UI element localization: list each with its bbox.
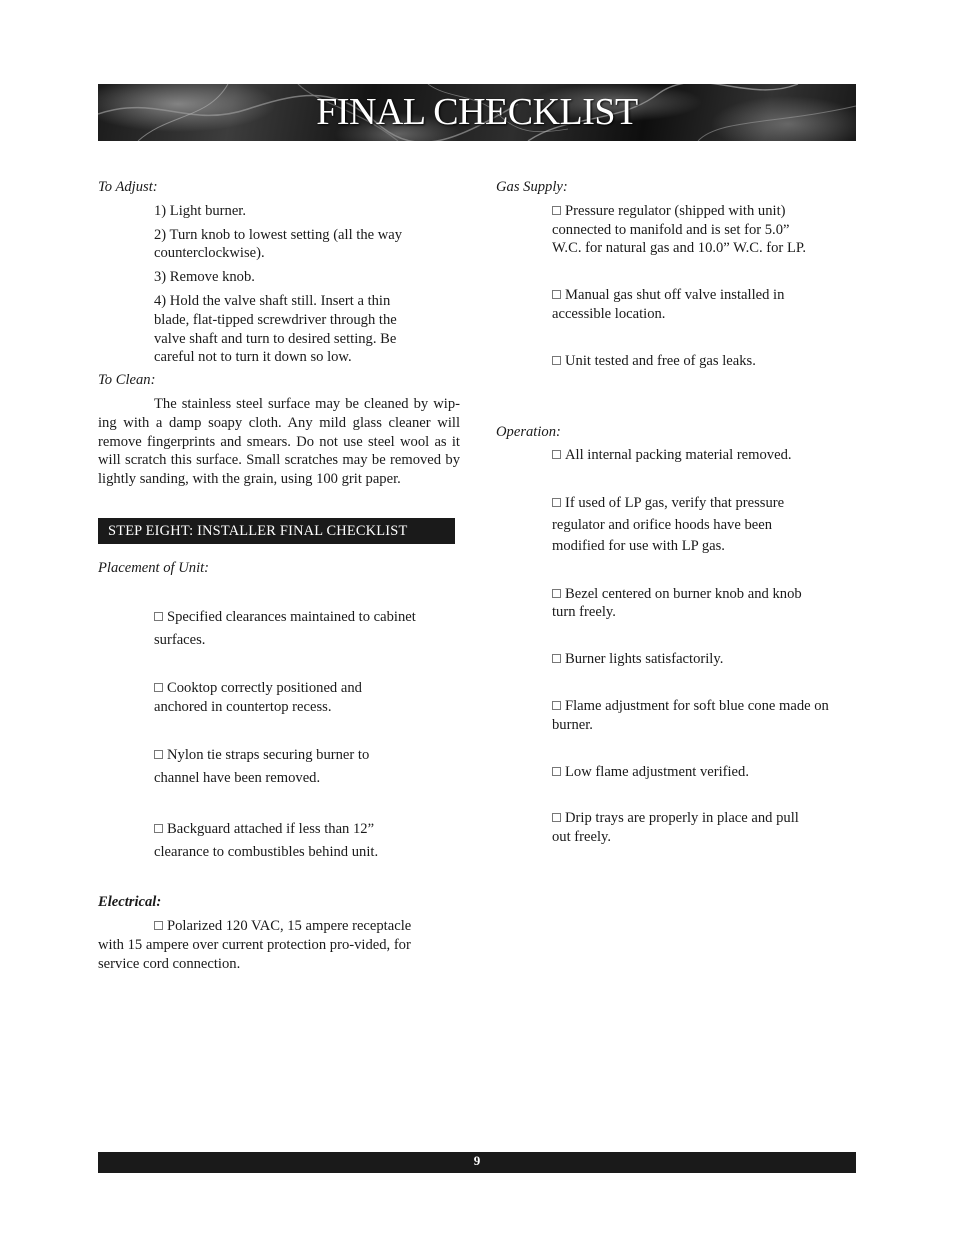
adjust-heading: To Adjust:: [98, 179, 158, 195]
checkbox-icon: [154, 612, 163, 621]
checklist-item: [496, 286, 802, 324]
checklist-item: [98, 606, 444, 652]
checklist-text: Burner lights satisfactorily.: [565, 651, 724, 668]
checklist-item: [98, 818, 404, 864]
checklist-item: [98, 917, 426, 973]
checkbox-icon: [552, 654, 561, 663]
page-title: FINAL CHECKLIST: [316, 91, 638, 133]
page-number: 9: [473, 1153, 481, 1168]
footer-bar: [98, 1152, 856, 1173]
checkbox-icon: [552, 701, 561, 710]
placement-heading: Placement of Unit:: [98, 559, 210, 576]
checkbox-icon: [552, 589, 561, 598]
checkbox-icon: [154, 921, 163, 930]
checkbox-icon: [552, 450, 561, 459]
adjust-step: 1) Light burner.: [154, 202, 247, 219]
checkbox-icon: [552, 356, 561, 365]
checklist-item: [496, 446, 856, 465]
electrical-heading: Electrical:: [98, 894, 162, 911]
checkbox-icon: [552, 767, 561, 776]
title-banner: [98, 84, 856, 141]
checklist-text: Pressure regulator (shipped with unit) connected to manifold and is set for 5.0” W.C. for natural gas and 10.0” W.C. for LP.: [552, 202, 807, 257]
checkbox-icon: [552, 206, 561, 215]
checklist-text: All internal packing material removed.: [565, 447, 792, 464]
checklist-item: [496, 650, 856, 669]
right-column: [496, 178, 856, 847]
checklist-item: [496, 202, 820, 258]
checklist-item: [98, 679, 404, 717]
checklist-item: [496, 697, 852, 735]
step-eight-header: STEP EIGHT: INSTALLER FINAL CHECKLIST: [98, 518, 455, 544]
adjust-step: 4) Hold the valve shaft still. Insert a thin blade, flat-tipped screwdriver through the valve shaft and turn to desired setting. Be careful not to turn it down so low.: [154, 292, 397, 366]
checklist-text: Low flame adjustment verified.: [565, 763, 749, 780]
left-column: [98, 178, 460, 974]
checklist-text: Unit tested and free of gas leaks.: [565, 352, 756, 369]
adjust-step: 2) Turn knob to lowest setting (all the way counterclockwise).: [154, 226, 403, 262]
checkbox-icon: [552, 813, 561, 822]
checklist-text: Nylon tie straps securing burner to channel have been removed.: [154, 747, 370, 787]
checkbox-icon: [552, 290, 561, 299]
gas-supply-heading: Gas Supply:: [496, 179, 568, 195]
checklist-item: [496, 352, 856, 371]
operation-heading: Operation:: [496, 423, 561, 440]
checklist-item: [496, 763, 856, 782]
checkbox-icon: [154, 750, 163, 759]
checkbox-icon: [154, 824, 163, 833]
checklist-text: Backguard attached if less than 12” clearance to combustibles behind unit.: [154, 821, 379, 861]
checkbox-icon: [154, 683, 163, 692]
checklist-text: Polarized 120 VAC, 15 ampere receptacle with 15 ampere over current protection pro-vided, for service cord connection.: [98, 918, 412, 972]
checklist-item: [496, 493, 802, 558]
clean-heading: To Clean:: [98, 372, 156, 389]
checklist-text: Specified clearances maintained to cabinet surfaces.: [154, 608, 416, 648]
checklist-item: [496, 585, 827, 623]
checklist-item: [98, 744, 404, 790]
checklist-text: Manual gas shut off valve installed in accessible location.: [552, 287, 785, 322]
checklist-item: [496, 809, 814, 847]
checklist-text: Cooktop correctly positioned and anchored in countertop recess.: [154, 679, 362, 715]
checklist-text: If used of LP gas, verify that pressure regulator and orifice hoods have been modified for use with LP gas.: [552, 495, 785, 555]
adjust-step: 3) Remove knob.: [154, 269, 255, 286]
clean-paragraph: The stainless steel surface may be cleaned by wip-ing with a damp soapy cloth. Any mild glass cleaner will remove fingerprints and smears. Do not use steel wool as it will scratch this surface. Small scratches may be removed by lightly sanding, with the grain, using 100 grit paper.: [98, 395, 460, 488]
checklist-text: Flame adjustment for soft blue cone made on burner.: [552, 698, 829, 733]
checklist-text: Drip trays are properly in place and pull out freely.: [552, 810, 799, 846]
checkbox-icon: [552, 498, 561, 507]
checklist-text: Bezel centered on burner knob and knob turn freely.: [552, 585, 802, 621]
